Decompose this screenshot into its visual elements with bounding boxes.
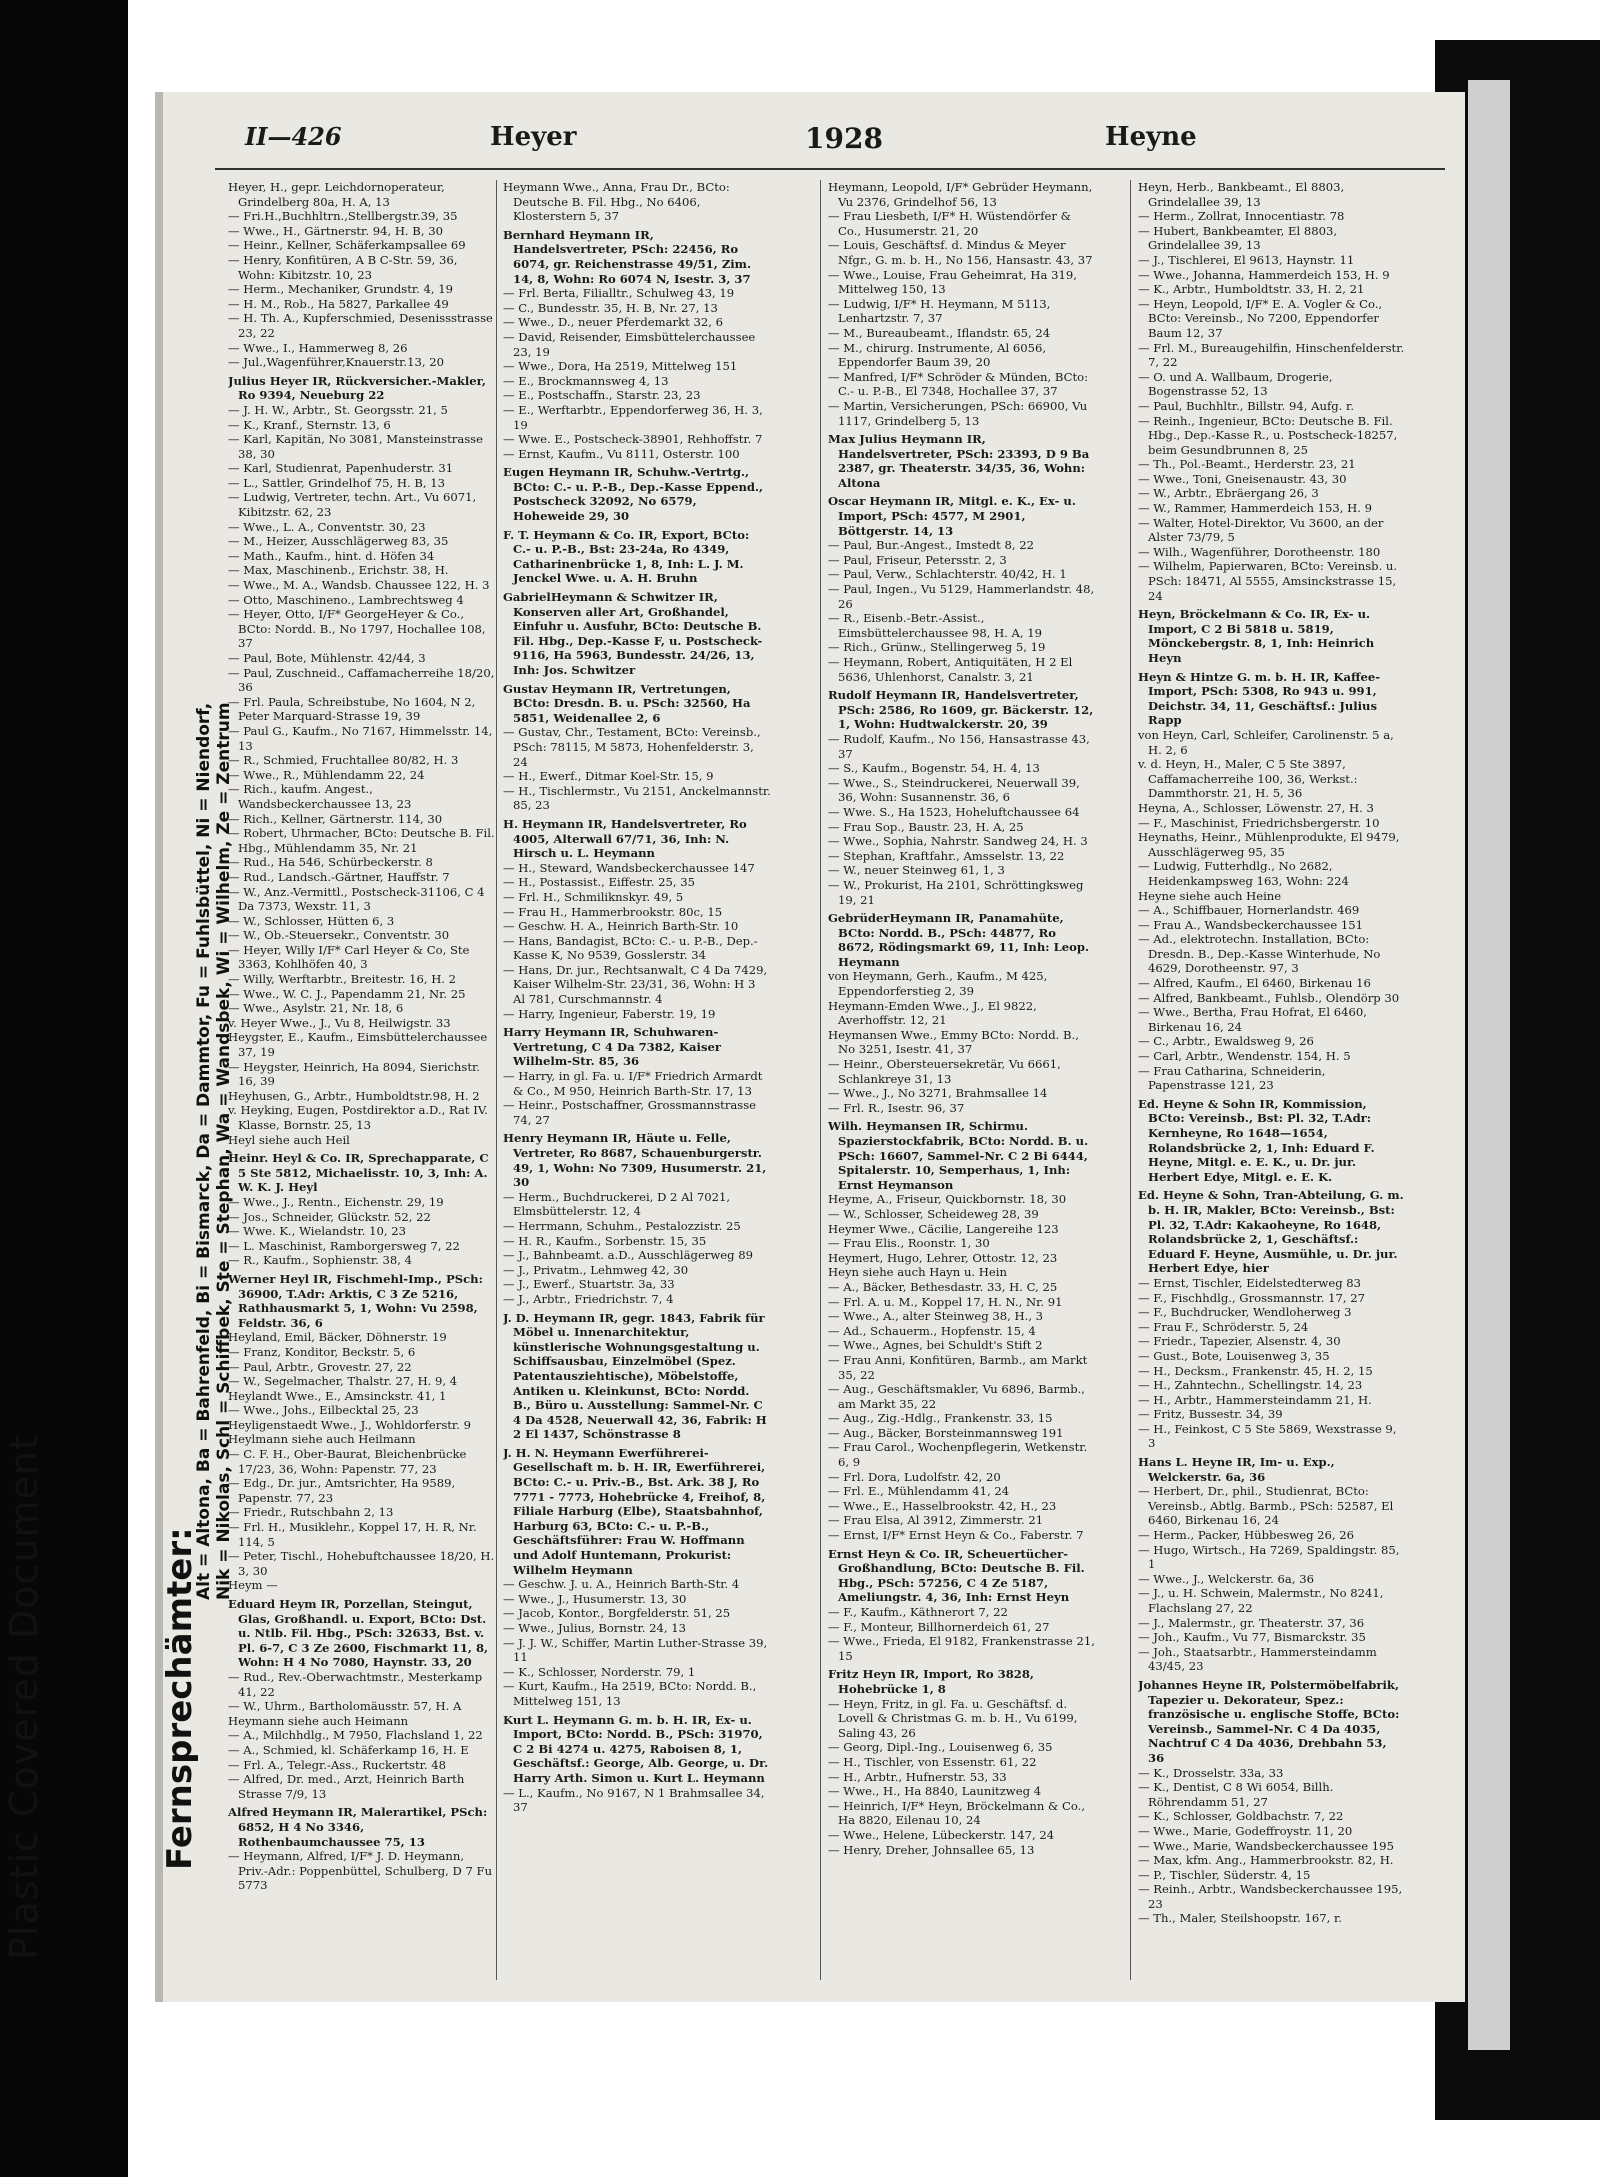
directory-entry: — J., Malermstr., gr. Theaterstr. 37, 36: [1138, 1615, 1365, 1630]
directory-entry: — H., Arbtr., Hammersteindamm 21, H.: [1138, 1392, 1372, 1407]
directory-entry: — Henry, Konfitüren, A B C-Str. 59, 36, Wohn: Kibitzstr. 10, 23: [228, 252, 458, 282]
directory-entry: — J., Bahnbeamt. a.D., Ausschlägerweg 89: [503, 1248, 753, 1263]
entries-column-4: [1138, 180, 1406, 1990]
directory-entry: Johannes Heyne IR, Polstermöbelfabrik, Tapezier u. Dekorateur, Spez.: französische u. englische Stoffe, BCto: Vereinsb., Sammel-Nr. C 4 Da 4035, Nachtruf C 4 Da 4036, Drehbahn 53, 36: [1138, 1677, 1400, 1765]
directory-entry: — H., Postassist., Eiffestr. 25, 35: [503, 875, 695, 890]
column-divider: [496, 180, 497, 1980]
directory-entry: Heynaths, Heinr., Mühlenprodukte, El 9479, Ausschlägerweg 95, 35: [1138, 830, 1400, 859]
directory-entry: — F., Maschinist, Friedrichsbergerstr. 10: [1138, 815, 1380, 830]
directory-entry: — Friedr., Rutschbahn 2, 13: [228, 1505, 394, 1520]
directory-entry: — H., Zahntechn., Schellingstr. 14, 23: [1138, 1378, 1363, 1393]
directory-entry: — Franz, Konditor, Beckstr. 5, 6: [228, 1344, 416, 1359]
directory-entry: — Paul, Bur.-Angest., Imstedt 8, 22: [828, 538, 1034, 553]
directory-entry: — Aug., Geschäftsmakler, Vu 6896, Barmb., am Markt 35, 22: [828, 1382, 1085, 1411]
directory-entry: — H., Steward, Wandsbeckerchaussee 147: [503, 860, 755, 875]
directory-entry: — Paul, Buchhltr., Billstr. 94, Aufg. r.: [1138, 398, 1355, 413]
book-spine: [1468, 80, 1510, 2050]
directory-entry: — Frl. M., Bureaugehilfin, Hinschenfelderstr. 7, 22: [1138, 340, 1405, 370]
directory-entry: — Ernst, I/F* Ernst Heyn & Co., Faberstr. 7: [828, 1528, 1084, 1543]
directory-entry: Heyn siehe auch Hayn u. Hein: [828, 1265, 1007, 1280]
directory-entry: — Karl, Kapitän, No 3081, Mansteinstrasse 38, 30: [228, 432, 483, 461]
directory-entry: — Frau Catharina, Schneiderin, Papenstrasse 121, 23: [1138, 1063, 1326, 1093]
directory-entry: — Frl. H., Schmiliknskyr. 49, 5: [503, 889, 684, 904]
directory-entry: — Robert, Uhrmacher, BCto: Deutsche B. Fil. Hbg., Mühlendamm 35, Nr. 21: [228, 826, 495, 855]
directory-entry: Heyn & Hintze G. m. b. H. IR, Kaffee-Import, PSch: 5308, Ro 943 u. 991, Deichstr. 34, 11, Geschäftsf.: Julius Rapp: [1138, 669, 1381, 728]
directory-entry: Heyna, A., Schlosser, Löwenstr. 27, H. 3: [1138, 800, 1374, 815]
directory-entry: — Heyer, Otto, I/F* GeorgeHeyer & Co., BCto: Nordd. B., No 1797, Hochallee 108, 37: [228, 607, 486, 651]
entries-column-3: [828, 180, 1096, 1990]
directory-entry: — Geschw. H. A., Heinrich Barth-Str. 10: [503, 919, 739, 934]
directory-entry: — Wwe., D., neuer Pferdemarkt 32, 6: [503, 315, 723, 330]
directory-entry: — Wwe., Marie, Godeffroystr. 11, 20: [1138, 1823, 1353, 1838]
directory-entry: — Jos., Schneider, Glückstr. 52, 22: [228, 1209, 431, 1224]
directory-entry: Heyland, Emil, Bäcker, Döhnerstr. 19: [228, 1330, 447, 1345]
legend-title: Fernsprechämter:: [160, 1527, 200, 1870]
directory-entry: — Fritz, Bussestr. 34, 39: [1138, 1407, 1283, 1422]
directory-entry: — Max, kfm. Ang., Hammerbrookstr. 82, H.: [1138, 1853, 1394, 1868]
catch-word-left: Heyer: [490, 122, 577, 152]
directory-entry: Kurt L. Heymann G. m. b. H. IR, Ex- u. Import, BCto: Nordd. B., PSch: 31970, C 2 Bi 4274 u. 4275, Raboisen 8, 1, Geschäftsf.: George, Alb. George, u. Dr. Harry Arth. Simon u. Kurt L. Heymann: [503, 1712, 769, 1785]
directory-entry: — Wwe., Julius, Bornstr. 24, 13: [503, 1621, 686, 1635]
directory-entry: — C., Bundesstr. 35, H. B, Nr. 27, 13: [503, 300, 718, 315]
directory-entry: Heylmann siehe auch Heilmann: [228, 1432, 416, 1447]
directory-entry: — Heinr., Postschaffner, Grossmannstrasse 74, 27: [503, 1098, 757, 1127]
directory-entry: — Math., Kaufm., hint. d. Höfen 34: [228, 548, 435, 563]
catch-word-right: Heyne: [1105, 122, 1197, 152]
page-number: II—426: [245, 122, 342, 151]
directory-entry: — Henry, Dreher, Johnsallee 65, 13: [828, 1842, 1035, 1857]
directory-entry: — Herbert, Dr., phil., Studienrat, BCto: Vereinsb., Abtlg. Barmb., PSch: 52587, El 6460, Birkenau 16, 24: [1138, 1484, 1394, 1528]
directory-entry: — Wwe. S., Ha 1523, Hoheluftchaussee 64: [828, 804, 1080, 819]
directory-entry: — Joh., Staatsarbtr., Hammersteindamm 43/45, 23: [1138, 1644, 1377, 1674]
directory-entry: — J., Ewerf., Stuartstr. 3a, 33: [503, 1277, 675, 1292]
directory-entry: — Hans, Bandagist, BCto: C.- u. P.-B., Dep.-Kasse K, No 9539, Gosslerstr. 34: [503, 933, 758, 963]
directory-entry: v. d. Heyn, H., Maler, C 5 Ste 3897, Caffamacherreihe 100, 36, Werkst.: Dammthorstr. 21, H. 5, 36: [1138, 757, 1358, 801]
directory-entry: — P., Tischler, Süderstr. 4, 15: [1138, 1867, 1311, 1882]
directory-entry: — F., Kaufm., Käthnerort 7, 22: [828, 1605, 1008, 1619]
directory-entry: H. Heymann IR, Handelsvertreter, Ro 4005, Alterwall 67/71, 36, Inh: N. Hirsch u. L. Heymann: [503, 816, 747, 861]
directory-entry: — Kurt, Kaufm., Ha 2519, BCto: Nordd. B., Mittelweg 151, 13: [503, 1679, 757, 1708]
directory-entry: — Wwe., A., alter Steinweg 38, H., 3: [828, 1309, 1044, 1324]
directory-entry: GabrielHeymann & Schwitzer IR, Konserven aller Art, Großhandel, Einfuhr u. Ausfuhr, BCto: Deutsche B. Fil. Hbg., Dep.-Kasse F, u. Postscheck-9116, Ha 5963, Bundesstr. 24/26, 13, Inh: Jos. Schwitzer: [503, 590, 763, 677]
directory-entry: Heyme, A., Friseur, Quickbornstr. 18, 30: [828, 1192, 1067, 1207]
directory-entry: — Wwe. K., Wielandstr. 10, 23: [228, 1224, 406, 1239]
directory-entry: — J., u. H. Schwein, Malermstr., No 8241, Flachslang 27, 22: [1138, 1586, 1384, 1615]
directory-entry: — Joh., Kaufm., Vu 77, Bismarckstr. 35: [1138, 1630, 1366, 1645]
directory-entry: — Wwe., J., Rentn., Eichenstr. 29, 19: [228, 1194, 444, 1209]
directory-entry: — Wwe., Dora, Ha 2519, Mittelweg 151: [503, 359, 738, 374]
header-rule: [215, 168, 1445, 170]
directory-entry: — K., Schlosser, Goldbachstr. 7, 22: [1138, 1809, 1344, 1824]
directory-entry: Heylandt Wwe., E., Amsinckstr. 41, 1: [228, 1388, 447, 1403]
directory-entry: GebrüderHeymann IR, Panamahüte, BCto: Nordd. B., PSch: 44877, Ro 8672, Rödingsmarkt 69, 11, Inh: Leop. Heymann: [828, 911, 1090, 969]
directory-entry: — Ad., elektrotechn. Installation, BCto: Dresdn. B., Dep.-Kasse Winterhude, No 4629, Dorotheenstr. 97, 3: [1138, 932, 1381, 976]
directory-entry: — Frau Liesbeth, I/F* H. Wüstendörfer & Co., Husumerstr. 21, 20: [828, 209, 1071, 238]
directory-entry: — Wwe., Sophia, Nahrstr. Sandweg 24, H. 3: [828, 834, 1088, 849]
directory-entry: — H. M., Rob., Ha 5827, Parkallee 49: [228, 296, 449, 311]
directory-entry: — R., Kaufm., Sophienstr. 38, 4: [228, 1253, 413, 1268]
directory-entry: — Carl, Arbtr., Wendenstr. 154, H. 5: [1138, 1049, 1351, 1064]
directory-entry: — Wwe., Marie, Wandsbeckerchaussee 195: [1138, 1838, 1394, 1853]
directory-entry: — J., Arbtr., Friedrichstr. 7, 4: [503, 1291, 674, 1306]
legend-line-2: Nik = Nikolas, Schl = Schiffbek, Ste = Stephan, Wa = Wandsbek, Wi = Wilhelm, Ze = Zentrum: [214, 702, 234, 1600]
directory-entry: Max Julius Heymann IR, Handelsvertreter, PSch: 23393, D 9 Ba 2387, gr. Theaterstr. 34/35, 36, Wohn: Altona: [828, 432, 1090, 490]
directory-entry: — Reinh., Arbtr., Wandsbeckerchaussee 195, 23: [1138, 1882, 1403, 1911]
directory-entry: — Ludwig, Vertreter, techn. Art., Vu 6071, Kibitzstr. 62, 23: [228, 490, 477, 520]
directory-entry: — Willy, Werftarbtr., Breitestr. 16, H. 2: [228, 972, 457, 987]
directory-entry: — Alfred, Kaufm., El 6460, Birkenau 16: [1138, 976, 1371, 991]
directory-entry: — C. F. H., Ober-Baurat, Bleichenbrücke 17/23, 36, Wohn: Papenstr. 77, 23: [228, 1447, 467, 1476]
directory-entry: — Wwe., H., Ha 8840, Launitzweg 4: [828, 1784, 1042, 1799]
directory-entry: Heymann, Leopold, I/F* Gebrüder Heymann, Vu 2376, Grindelhof 56, 13: [828, 180, 1093, 209]
directory-entry: Eugen Heymann IR, Schuhw.-Vertrtg., BCto: C.- u. P.-B., Dep.-Kasse Eppend., Postscheck 32092, No 6579, Hoheweide 29, 30: [503, 465, 764, 524]
directory-entry: — L. Maschinist, Ramborgersweg 7, 22: [228, 1238, 460, 1253]
directory-entry: — Ludwig, I/F* H. Heymann, M 5113, Lenhartzstr. 7, 37: [828, 296, 1051, 326]
directory-entry: — H., Decksm., Frankenstr. 45, H. 2, 15: [1138, 1363, 1373, 1378]
directory-entry: — H., Tischler, von Essenstr. 61, 22: [828, 1754, 1037, 1769]
directory-entry: — Hubert, Bankbeamter, El 8803, Grindelallee 39, 13: [1138, 223, 1338, 253]
directory-entry: Heyn, Bröckelmann & Co. IR, Ex- u. Import, C 2 Bi 5818 u. 5819, Mönckebergstr. 8, 1, Inh: Heinrich Heyn: [1138, 607, 1375, 665]
directory-entry: — K., Kranf., Sternstr. 13, 6: [228, 417, 391, 432]
directory-entry: — Heinr., Obersteuersekretär, Vu 6661, Schlankreye 31, 13: [828, 1057, 1061, 1086]
directory-entry: — Rudolf, Kaufm., No 156, Hansastrasse 43, 37: [828, 731, 1090, 761]
directory-entry: — Paul, Friseur, Petersstr. 2, 3: [828, 552, 1007, 567]
directory-entry: — Wwe., Helene, Lübeckerstr. 147, 24: [828, 1827, 1055, 1842]
directory-entry: — Heyer, Willy I/F* Carl Heyer & Co, Ste 3363, Kohlhöfen 40, 3: [228, 942, 470, 972]
directory-entry: — H., Feinkost, C 5 Ste 5869, Wexstrasse 9, 3: [1138, 1421, 1397, 1451]
directory-entry: — Frl. E., Mühlendamm 41, 24: [828, 1484, 1010, 1499]
directory-entry: — Otto, Maschineno., Lambrechtsweg 4: [228, 592, 464, 607]
directory-entry: — Wilh., Wagenführer, Dorotheenstr. 180: [1138, 544, 1381, 559]
directory-entry: — Wwe., Asylstr. 21, Nr. 18, 6: [228, 1001, 404, 1016]
directory-entry: — F., Fischhdlg., Grossmannstr. 17, 27: [1138, 1290, 1365, 1305]
directory-entry: — A., Schiffbauer, Hornerlandstr. 469: [1138, 903, 1360, 918]
directory-entry: — W., Uhrm., Bartholomäusstr. 57, H. A: [228, 1699, 462, 1714]
directory-entry: — Rud., Rev.-Oberwachtmstr., Mesterkamp 41, 22: [228, 1669, 483, 1699]
directory-entry: — Gustav, Chr., Testament, BCto: Vereinsb., PSch: 78115, M 5873, Hohenfelderstr. 3, 24: [503, 725, 761, 769]
directory-entry: Heymer Wwe., Cäcilie, Langereihe 123: [828, 1221, 1059, 1236]
directory-entry: — Herm., Zollrat, Innocentiastr. 78: [1138, 209, 1345, 224]
legend-line-1: Alt = Altona, Ba = Bahrenfeld, Bi = Bismarck, Da = Dammtor, Fu = Fuhlsbüttel, Ni = Niendorf,: [194, 702, 214, 1600]
directory-entry: — Frau Elis., Roonstr. 1, 30: [828, 1236, 990, 1251]
directory-entry: — Wwe., J., Husumerstr. 13, 30: [503, 1591, 687, 1606]
directory-entry: — Heygster, Heinrich, Ha 8094, Sierichstr. 16, 39: [228, 1059, 480, 1089]
directory-entry: — Frl. H., Musiklehr., Koppel 17, H. R, Nr. 114, 5: [228, 1520, 477, 1549]
directory-entry: — Wwe. E., Postscheck-38901, Rehhoffstr. 7: [503, 432, 763, 447]
directory-entry: — J., Privatm., Lehmweg 42, 30: [503, 1262, 689, 1277]
directory-entry: — Paul, Arbtr., Grovestr. 27, 22: [228, 1359, 412, 1374]
directory-entry: Julius Heyer IR, Rückversicher.-Makler, Ro 9394, Neueburg 22: [228, 373, 486, 403]
directory-entry: — Ludwig, Futterhdlg., No 2682, Heidenkampsweg 163, Wohn: 224: [1138, 859, 1349, 888]
directory-entry: — Frl. R., Isestr. 96, 37: [828, 1100, 965, 1115]
directory-entry: — Rud., Landsch.-Gärtner, Hauffstr. 7: [228, 869, 450, 884]
directory-entry: — E., Postschaffn., Starstr. 23, 23: [503, 388, 701, 403]
running-head: [245, 122, 1445, 162]
directory-entry: Heyhusen, G., Arbtr., Humboldtstr.98, H. 2: [228, 1088, 480, 1103]
directory-entry: — Herm., Buchdruckerei, D 2 Al 7021, Elmsbüttelerstr. 12, 4: [503, 1189, 731, 1219]
directory-entry: Heymansen Wwe., Emmy BCto: Nordd. B., No 3251, Isestr. 41, 37: [828, 1027, 1079, 1057]
directory-entry: — Ernst, Tischler, Eidelstedterweg 83: [1138, 1275, 1362, 1290]
directory-entry: Heymann-Emden Wwe., J., El 9822, Averhoffstr. 12, 21: [828, 998, 1037, 1028]
directory-entry: — K., Dentist, C 8 Wi 6054, Billh. Röhrendamm 51, 27: [1138, 1780, 1334, 1809]
directory-entry: Heyn, Herb., Bankbeamt., El 8803, Grindelallee 39, 13: [1138, 180, 1345, 209]
directory-entry: — Hans, Dr. jur., Rechtsanwalt, C 4 Da 7429, Kaiser Wilhelm-Str. 23/31, 36, Wohn: H 3 Al 781, Curschmannstr. 4: [503, 962, 768, 1007]
directory-entry: Oscar Heymann IR, Mitgl. e. K., Ex- u. Import, PSch: 4577, M 2901, Böttgerstr. 14, 13: [828, 494, 1076, 538]
directory-entry: — David, Reisender, Eimsbüttelerchaussee 23, 19: [503, 329, 756, 359]
directory-entry: Heinr. Heyl & Co. IR, Sprechapparate, C 5 Ste 5812, Michaelisstr. 10, 3, Inh: A. W. K. J. Heyl: [228, 1151, 489, 1195]
directory-entry: Heym —: [228, 1578, 278, 1593]
directory-entry: — Heyn, Fritz, in gl. Fa. u. Geschäftsf. d. Lovell & Christmas G. m. b. H., Vu 6199, Saling 43, 26: [828, 1696, 1078, 1740]
directory-entry: — Aug., Zig.-Hdlg., Frankenstr. 33, 15: [828, 1411, 1053, 1426]
directory-entry: — Frl. A., Telegr.-Ass., Ruckertstr. 48: [228, 1757, 447, 1772]
directory-entry: — Ad., Schauerm., Hopfenstr. 15, 4: [828, 1323, 1036, 1338]
directory-entry: — O. und A. Wallbaum, Drogerie, Bogenstrasse 52, 13: [1138, 369, 1333, 399]
directory-entry: — W., Rammer, Hammerdeich 153, H. 9: [1138, 501, 1373, 516]
directory-entry: — Wwe., R., Mühlendamm 22, 24: [228, 767, 425, 782]
directory-entry: Heymann siehe auch Heimann: [228, 1713, 409, 1728]
directory-entry: — Frau H., Hammerbrookstr. 80c, 15: [503, 904, 723, 919]
directory-entry: — L., Sattler, Grindelhof 75, H. B, 13: [228, 475, 446, 490]
directory-entry: — Geschw. J. u. A., Heinrich Barth-Str. 4: [503, 1577, 740, 1592]
directory-entry: — Paul, Bote, Mühlenstr. 42/44, 3: [228, 651, 426, 665]
column-divider: [820, 180, 821, 1980]
directory-entry: Heyne siehe auch Heine: [1138, 888, 1282, 903]
directory-entry: J. H. N. Heymann Ewerführerei-Gesellschaft m. b. H. IR, Ewerführerei, BCto: C.- u. Priv.-B., Bst. Ark. 38 J, Ro 7771 - 7773, Hohebrücke 4, Freihof, 8, Filiale Harburg (Elbe), Staatsbahnhof, Harburg 63, BCto: C.- u. P.-B., Geschäftsführer: Frau W. Hoffmann und Adolf Huntemann, Prokurist: Wilhelm Heymann: [503, 1445, 766, 1577]
directory-entry: — Stephan, Kraftfahr., Amsselstr. 13, 22: [828, 848, 1065, 863]
directory-entry: — Friedr., Tapezier, Alsenstr. 4, 30: [1138, 1334, 1341, 1349]
directory-entry: — Rich., Kellner, Gärtnerstr. 114, 30: [228, 811, 443, 826]
directory-entry: Gustav Heymann IR, Vertretungen, BCto: Dresdn. B. u. PSch: 32560, Ha 5851, Weidenallee 2, 6: [503, 681, 751, 725]
directory-entry: — J. H. W., Arbtr., St. Georgsstr. 21, 5: [228, 402, 448, 417]
directory-entry: — Alfred, Dr. med., Arzt, Heinrich Barth Strasse 7/9, 13: [228, 1772, 465, 1801]
directory-entry: Heyer, H., gepr. Leichdornoperateur, Grindelberg 80a, H. A, 13: [228, 180, 445, 209]
directory-entry: — Ernst, Kaufm., Vu 8111, Osterstr. 100: [503, 446, 740, 461]
directory-entry: Rudolf Heymann IR, Handelsvertreter, PSch: 2586, Ro 1609, gr. Bäckerstr. 12, 1, Wohn: Hudtwalckerstr. 20, 39: [828, 688, 1094, 732]
directory-entry: — Heinrich, I/F* Heyn, Bröckelmann & Co., Ha 8820, Eilenau 10, 24: [828, 1798, 1086, 1828]
directory-entry: — F., Buchdrucker, Wendloherweg 3: [1138, 1305, 1352, 1320]
directory-entry: — K., Drosselstr. 33a, 33: [1138, 1765, 1284, 1780]
directory-entry: — A., Bäcker, Bethesdastr. 33, H. C, 25: [828, 1279, 1058, 1294]
directory-entry: Bernhard Heymann IR, Handelsvertreter, PSch: 22456, Ro 6074, gr. Reichenstrasse 49/51, Zim. 14, 8, Wohn: Ro 6074 N, Isestr. 3, 37: [503, 227, 751, 286]
directory-entry: — K., Schlosser, Norderstr. 79, 1: [503, 1664, 696, 1679]
directory-entry: — E., Werftarbtr., Eppendorferweg 36, H. 3, 19: [503, 402, 763, 432]
directory-entry: — H., Arbtr., Hufnerstr. 53, 33: [828, 1769, 1007, 1784]
directory-entry: — Alfred, Bankbeamt., Fuhlsb., Olendörp 30: [1138, 990, 1400, 1005]
directory-entry: — Heymann, Alfred, I/F* J. D. Heymann, Priv.-Adr.: Poppenbüttel, Schulberg, D 7 Fu 5773: [228, 1849, 493, 1893]
directory-entry: — Herm., Mechaniker, Grundstr. 4, 19: [228, 282, 454, 297]
directory-entry: — Wwe., L. A., Conventstr. 30, 23: [228, 519, 426, 534]
directory-entry: — Wwe., W. C. J., Papendamm 21, Nr. 25: [228, 986, 466, 1001]
directory-entry: — Fri.H.,Buchhltrn.,Stellbergstr.39, 35: [228, 209, 458, 224]
year-label: 1928: [805, 122, 883, 155]
directory-entry: — Paul, Verw., Schlachterstr. 40/42, H. 1: [828, 567, 1067, 582]
entries-column-2: [503, 180, 771, 1990]
directory-entry: — Wwe., Agnes, bei Schuldt's Stift 2: [828, 1338, 1043, 1353]
directory-entry: — Walter, Hotel-Direktor, Vu 3600, an der Alster 73/79, 5: [1138, 515, 1384, 545]
directory-entry: Werner Heyl IR, Fischmehl-Imp., PSch: 36900, T.Adr: Arktis, C 3 Ze 5216, Rathhausmarkt 5, 1, Wohn: Vu 2598, Feldstr. 36, 6: [228, 1271, 483, 1330]
directory-entry: — Harry, in gl. Fa. u. I/F* Friedrich Armardt & Co., M 950, Heinrich Barth-Str. 17, 13: [503, 1069, 763, 1098]
directory-entry: Ed. Heyne & Sohn, Tran-Abteilung, G. m. b. H. IR, Makler, BCto: Vereinsb., Bst: Pl. 32, T.Adr: Kakaoheyne, Ro 1648, Rolandsbrücke 2, 1, Geschäftsf.: Eduard F. Heyne, Ausmühle, u. Dr. jur. Herbert Edye, hier: [1138, 1188, 1404, 1276]
directory-entry: — A., Schmied, kl. Schäferkamp 16, H. E: [228, 1742, 469, 1757]
directory-entry: — Wwe., J., No 3271, Brahmsallee 14: [828, 1086, 1048, 1101]
directory-entry: — W., Ob.-Steuersekr., Conventstr. 30: [228, 928, 450, 943]
directory-entry: — K., Arbtr., Humboldtstr. 33, H. 2, 21: [1138, 282, 1365, 297]
directory-entry: — Wwe., Bertha, Frau Hofrat, El 6460, Birkenau 16, 24: [1138, 1005, 1367, 1034]
directory-entry: — Frau Anni, Konfitüren, Barmb., am Markt 35, 22: [828, 1352, 1088, 1382]
directory-entry: — Wwe., Toni, Gneisenaustr. 43, 30: [1138, 471, 1347, 486]
directory-entry: — Wwe., Frieda, El 9182, Frankenstrasse 21, 15: [828, 1634, 1095, 1663]
directory-entry: — W., neuer Steinweg 61, 1, 3: [828, 863, 1005, 878]
directory-entry: — Karl, Studienrat, Papenhuderstr. 31: [228, 461, 454, 476]
directory-entry: — Jacob, Kontor., Borgfelderstr. 51, 25: [503, 1606, 731, 1621]
directory-entry: — W., Schlosser, Scheideweg 28, 39: [828, 1206, 1039, 1221]
directory-entry: — J. J. W., Schiffer, Martin Luther-Strasse 39, 11: [503, 1635, 768, 1665]
directory-entry: — Frl. Berta, Filialltr., Schulweg 43, 19: [503, 286, 735, 301]
directory-entry: Heygster, E., Kaufm., Eimsbüttelerchaussee 37, 19: [228, 1030, 488, 1060]
directory-entry: — Paul, Zuschneid., Caffamacherreihe 18/20, 36: [228, 665, 495, 695]
directory-entry: — Frl. Paula, Schreibstube, No 1604, N 2, Peter Marquard-Strasse 19, 39: [228, 694, 476, 724]
directory-entry: von Heyn, Carl, Schleifer, Carolinenstr. 5 a, H. 2, 6: [1138, 727, 1394, 757]
directory-entry: — W., Prokurist, Ha 2101, Schröttingksweg 19, 21: [828, 877, 1084, 907]
directory-entry: — Frau F., Schröderstr. 5, 24: [1138, 1319, 1309, 1334]
directory-entry: — Max, Maschinenb., Erichstr. 38, H.: [228, 563, 449, 578]
directory-entry: — E., Brockmannsweg 4, 13: [503, 373, 669, 388]
directory-entry: — Wwe., Johs., Eilbecktal 25, 23: [228, 1403, 419, 1418]
directory-entry: J. D. Heymann IR, gegr. 1843, Fabrik für Möbel u. Innenarchitektur, künstlerische Wohnungsgestaltung u. Schiffsausbau, Einzelmöbel (Spez. Patentausziehtische), Möbelstoffe, Antiken u. Kleinkunst, BCto: Nordd. B., Büro u. Ausstellung: Sammel-Nr. C 4 Da 4528, Neuerwall 42, 36, Fabrik: H 2 El 1437, Schönstrasse 8: [503, 1310, 767, 1442]
directory-entry: — Manfred, I/F* Schröder & Münden, BCto: C.- u. P.-B., El 7348, Hochallee 37, 37: [828, 369, 1089, 399]
directory-entry: — L., Kaufm., No 9167, N 1 Brahmsallee 34, 37: [503, 1785, 765, 1815]
directory-entry: Heymert, Hugo, Lehrer, Ottostr. 12, 23: [828, 1250, 1058, 1265]
directory-entry: — Frl. A. u. M., Koppel 17, H. N., Nr. 91: [828, 1294, 1063, 1309]
directory-entry: — A., Milchhdlg., M 7950, Flachsland 1, 22: [228, 1728, 483, 1743]
directory-entry: Ernst Heyn & Co. IR, Scheuertücher-Großhandlung, BCto: Deutsche B. Fil. Hbg., PSch: 57256, C 4 Ze 5187, Ameliungstr. 4, 36, Inh: Ernst Heyn: [828, 1546, 1085, 1605]
directory-entry: — Frau Sop., Baustr. 23, H. A, 25: [828, 819, 1024, 834]
directory-entry: Henry Heymann IR, Häute u. Felle, Vertreter, Ro 8687, Schauenburgerstr. 49, 1, Wohn: No 7309, Husumerstr. 21, 30: [503, 1131, 767, 1190]
directory-entry: — H., Ewerf., Ditmar Koel-Str. 15, 9: [503, 769, 714, 784]
directory-entry: Fritz Heyn IR, Import, Ro 3828, Hohebrücke 1, 8: [828, 1667, 1034, 1696]
directory-entry: Wilh. Heymansen IR, Schirmu. Spazierstockfabrik, BCto: Nordd. B. u. PSch: 16607, Sammel-Nr. C 2 Bi 6444, Spitalerstr. 10, Semperhaus, 1, Inh: Ernst Heymanson: [828, 1119, 1089, 1192]
directory-entry: — Gust., Bote, Louisenweg 3, 35: [1138, 1348, 1330, 1363]
directory-entry: — W., Schlosser, Hütten 6, 3: [228, 913, 395, 928]
directory-entry: — Edg., Dr. jur., Amtsrichter, Ha 9589, Papenstr. 77, 23: [228, 1476, 456, 1505]
directory-entry: — W., Segelmacher, Thalstr. 27, H. 9, 4: [228, 1374, 458, 1389]
directory-entry: — Th., Maler, Steilshoopstr. 167, r.: [1138, 1911, 1342, 1926]
directory-entry: — Frau A., Wandsbeckerchaussee 151: [1138, 917, 1363, 932]
directory-entry: von Heymann, Gerh., Kaufm., M 425, Eppendorferstieg 2, 39: [828, 969, 1048, 999]
directory-entry: — Aug., Bäcker, Borsteinmannsweg 191: [828, 1425, 1064, 1440]
directory-entry: Heymann Wwe., Anna, Frau Dr., BCto: Deutsche B. Fil. Hbg., No 6406, Klosterstern 5, 37: [503, 180, 730, 224]
directory-entry: — Wwe., M. A., Wandsb. Chaussee 122, H. 3: [228, 578, 490, 593]
directory-entry: — Wwe., H., Gärtnerstr. 94, H. B, 30: [228, 223, 443, 238]
directory-entry: — Harry, Ingenieur, Faberstr. 19, 19: [503, 1006, 716, 1021]
directory-entry: — Heinr., Kellner, Schäferkampsallee 69: [228, 238, 466, 253]
directory-entry: — Wwe., S., Steindruckerei, Neuerwall 39, 36, Wohn: Susannenstr. 36, 6: [828, 775, 1080, 805]
directory-entry: — Herm., Packer, Hübbesweg 26, 26: [1138, 1528, 1355, 1543]
directory-entry: — W., Anz.-Vermittl., Postscheck-31106, C 4 Da 7373, Wexstr. 11, 3: [228, 884, 485, 914]
exchange-legend: [160, 300, 234, 1920]
directory-entry: — Rich., Grünw., Stellingerweg 5, 19: [828, 640, 1046, 655]
directory-entry: — H. Th. A., Kupferschmied, Desenissstrasse 23, 22: [228, 311, 493, 340]
directory-entry: — Wwe., Johanna, Hammerdeich 153, H. 9: [1138, 267, 1390, 282]
directory-entry: — Wwe., I., Hammerweg 8, 26: [228, 340, 408, 355]
directory-entry: — Jul.,Wagenführer,Knauerstr.13, 20: [228, 355, 444, 370]
directory-entry: — Heyn, Leopold, I/F* E. A. Vogler & Co., BCto: Vereinsb., No 7200, Eppendorfer Baum 12, 37: [1138, 296, 1383, 340]
directory-entry: — R., Eisenb.-Betr.-Assist., Eimsbüttelerchaussee 98, H. A, 19: [828, 611, 1043, 640]
directory-entry: Eduard Heym IR, Porzellan, Steingut, Glas, Großhandl. u. Export, BCto: Dst. u. Ntlb. Fil. Hbg., PSch: 32633, Bst. v. Pl. 6-7, C 3 Ze 2600, Fischmarkt 11, 8, Wohn: H 4 No 7080, Haynstr. 33, 20: [228, 1597, 489, 1670]
directory-entry: — M., Heizer, Ausschlägerweg 83, 35: [228, 534, 449, 549]
directory-entry: — Herrmann, Schuhm., Pestalozzistr. 25: [503, 1218, 741, 1233]
directory-entry: — Hugo, Wirtsch., Ha 7269, Spaldingstr. 85, 1: [1138, 1542, 1400, 1572]
directory-entry: — Martin, Versicherungen, PSch: 66900, Vu 1117, Grindelberg 5, 13: [828, 398, 1088, 428]
directory-entry: F. T. Heymann & Co. IR, Export, BCto: C.- u. P.-B., Bst: 23-24a, Ro 4349, Catharinenbrücke 1, 8, Inh: L. J. M. Jenckel Wwe. u. A. H. Bruhn: [503, 527, 750, 586]
directory-entry: Harry Heymann IR, Schuhwaren-Vertretung, C 4 Da 7382, Kaiser Wilhelm-Str. 85, 36: [503, 1025, 721, 1069]
directory-entry: — Rich., kaufm. Angest., Wandsbeckerchaussee 13, 23: [228, 782, 412, 811]
directory-entry: — J., Tischlerei, El 9613, Haynstr. 11: [1138, 252, 1355, 267]
directory-entry: — W., Arbtr., Ebräergang 26, 3: [1138, 486, 1319, 501]
directory-entry: — Wwe., E., Hasselbrookstr. 42, H., 23: [828, 1498, 1057, 1513]
plastic-cover-text: Plastic Covered Document: [2, 1434, 46, 1960]
directory-entry: — H. R., Kaufm., Sorbenstr. 15, 35: [503, 1233, 707, 1248]
directory-entry: — M., Bureaubeamt., Iflandstr. 65, 24: [828, 325, 1051, 340]
directory-entry: — F., Monteur, Billhornerdeich 61, 27: [828, 1619, 1050, 1634]
directory-entry: — H., Tischlermstr., Vu 2151, Anckelmannstr. 85, 23: [503, 783, 771, 813]
directory-entry: — Th., Pol.-Beamt., Herderstr. 23, 21: [1138, 457, 1356, 472]
directory-entry: Heyl siehe auch Heil: [228, 1132, 350, 1147]
directory-entry: — R., Schmied, Fruchtallee 80/82, H. 3: [228, 753, 459, 768]
directory-entry: — M., chirurg. Instrumente, Al 6056, Eppendorfer Baum 39, 20: [828, 340, 1047, 370]
directory-entry: Ed. Heyne & Sohn IR, Kommission, BCto: Vereinsb., Bst: Pl. 32, T.Adr: Kernheyne, Ro 1648—1654, Rolandsbrücke 2, 1, Inh: Eduard F. Heyne, Mitgl. e. E. K., u. Dr. jur. Herbert Edye, Mitgl. e. E. K.: [1138, 1096, 1375, 1184]
directory-entry: — Louis, Geschäftsf. d. Mindus & Meyer Nfgr., G. m. b. H., No 156, Hansastr. 43, 37: [828, 238, 1093, 267]
directory-entry: — Georg, Dipl.-Ing., Louisenweg 6, 35: [828, 1740, 1053, 1755]
directory-entry: v. Heyer Wwe., J., Vu 8, Heilwigstr. 33: [228, 1015, 451, 1030]
directory-entry: — S., Kaufm., Bogenstr. 54, H. 4, 13: [828, 761, 1040, 776]
directory-entry: Heyligenstaedt Wwe., J., Wohldorferstr. 9: [228, 1417, 471, 1432]
directory-entry: Hans L. Heyne IR, Im- u. Exp., Welckerstr. 6a, 36: [1138, 1455, 1335, 1484]
entries-column-1: [228, 180, 496, 1990]
column-divider: [1130, 180, 1131, 1980]
directory-entry: — Rud., Ha 546, Schürbeckerstr. 8: [228, 855, 433, 870]
directory-entry: — Wwe., Louise, Frau Geheimrat, Ha 319, Mittelweg 150, 13: [828, 267, 1077, 297]
directory-entry: — Frl. Dora, Ludolfstr. 42, 20: [828, 1469, 1001, 1484]
directory-entry: v. Heyking, Eugen, Postdirektor a.D., Rat IV. Klasse, Bornstr. 25, 13: [228, 1103, 488, 1132]
directory-entry: — Frau Elsa, Al 3912, Zimmerstr. 21: [828, 1513, 1044, 1528]
directory-entry: — Frau Carol., Wochenpflegerin, Wetkenstr. 6, 9: [828, 1440, 1088, 1470]
directory-entry: Alfred Heymann IR, Malerartikel, PSch: 6852, H 4 No 3346, Rothenbaumchaussee 75, 13: [228, 1805, 488, 1849]
directory-entry: — Wilhelm, Papierwaren, BCto: Vereinsb. u. PSch: 18471, Al 5555, Amsinckstrasse 15, 24: [1138, 559, 1398, 603]
directory-entry: — Peter, Tischl., Hohebuftchaussee 18/20, H. 3, 30: [228, 1549, 495, 1578]
directory-entry: — Paul, Ingen., Vu 5129, Hammerlandstr. 48, 26: [828, 582, 1095, 611]
directory-entry: — Paul G., Kaufm., No 7167, Himmelsstr. 14, 13: [228, 723, 493, 753]
directory-entry: — Wwe., J., Welckerstr. 6a, 36: [1138, 1571, 1314, 1586]
directory-entry: — Reinh., Ingenieur, BCto: Deutsche B. Fil. Hbg., Dep.-Kasse R., u. Postscheck-18257, beim Gesundbrunnen 8, 25: [1138, 413, 1398, 457]
directory-entry: — C., Arbtr., Ewaldsweg 9, 26: [1138, 1034, 1314, 1049]
directory-entry: — Heymann, Robert, Antiquitäten, H 2 El 5636, Uhlenhorst, Canalstr. 3, 21: [828, 655, 1073, 684]
